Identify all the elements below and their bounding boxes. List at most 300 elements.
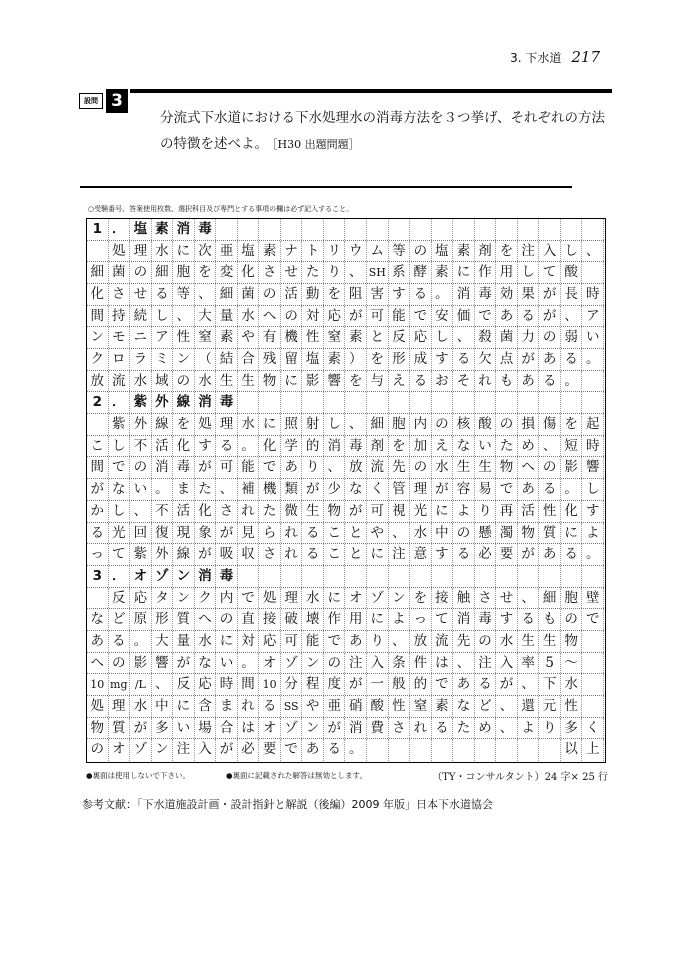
grid-cell: を (324, 284, 346, 305)
grid-cell: ニ (130, 327, 152, 348)
answer-row (87, 609, 604, 631)
grid-cell (87, 241, 109, 262)
grid-cell: 酵 (410, 262, 432, 283)
grid-cell: あ (346, 631, 368, 652)
grid-cell: SS (281, 696, 303, 717)
grid-cell: 程 (302, 674, 324, 695)
grid-cell (346, 219, 368, 240)
grid-cell: ど (475, 696, 497, 717)
grid-cell: あ (539, 349, 561, 370)
grid-cell: 多 (561, 718, 583, 739)
answer-row (87, 457, 604, 479)
grid-cell: 生 (453, 457, 475, 478)
grid-cell: 中 (152, 696, 174, 717)
grid-cell: に (173, 241, 195, 262)
grid-cell: 系 (389, 262, 411, 283)
grid-cell: 素 (152, 219, 174, 240)
grid-cell: 水 (238, 414, 260, 435)
grid-cell: 機 (281, 327, 303, 348)
answer-row (87, 414, 604, 436)
grid-cell: 次 (195, 241, 217, 262)
grid-cell: す (195, 436, 217, 457)
grid-cell: 線 (173, 392, 195, 413)
grid-cell: 外 (130, 414, 152, 435)
grid-cell: 必 (238, 739, 260, 761)
grid-cell: 大 (152, 631, 174, 652)
grid-cell: 流 (367, 457, 389, 478)
grid-cell (453, 739, 475, 761)
grid-cell: タ (152, 588, 174, 609)
grid-cell: 先 (389, 457, 411, 478)
grid-cell: し (152, 306, 174, 327)
answer-row (87, 436, 604, 458)
grid-cell: し (109, 436, 131, 457)
grid-cell: 。 (582, 544, 604, 565)
grid-cell: ン (302, 718, 324, 739)
question-number: 3 (106, 89, 128, 113)
grid-cell: に (173, 696, 195, 717)
grid-cell: 亜 (324, 696, 346, 717)
grid-cell: も (539, 609, 561, 630)
grid-cell: ン (173, 588, 195, 609)
answer-row (87, 718, 604, 740)
grid-cell: ． (109, 566, 131, 587)
grid-cell: の (410, 457, 432, 478)
grid-cell: 象 (195, 523, 217, 544)
grid-cell: 射 (302, 414, 324, 435)
grid-cell: い (582, 327, 604, 348)
grid-cell: 不 (152, 501, 174, 522)
grid-cell: 素 (216, 327, 238, 348)
grid-cell: 水 (152, 241, 174, 262)
grid-cell: 視 (389, 501, 411, 522)
grid-cell: 。 (432, 284, 454, 305)
grid-cell: 要 (259, 739, 281, 761)
grid-cell: ） (346, 349, 368, 370)
grid-cell: 触 (453, 588, 475, 609)
grid-cell: 以 (561, 739, 583, 761)
grid-cell: 反 (109, 588, 131, 609)
grid-cell: 酸 (367, 696, 389, 717)
grid-cell: 損 (518, 414, 540, 435)
grid-cell (582, 262, 604, 283)
grid-cell (410, 219, 432, 240)
grid-cell: 還 (518, 696, 540, 717)
grid-cell: 化 (87, 284, 109, 305)
grid-cell: 生 (475, 457, 497, 478)
grid-cell: 補 (238, 479, 260, 500)
grid-cell: 菌 (109, 262, 131, 283)
grid-cell: こ (324, 544, 346, 565)
answer-row (87, 653, 604, 675)
grid-cell: 放 (410, 631, 432, 652)
grid-cell: 持 (109, 306, 131, 327)
grid-cell: オ (109, 739, 131, 761)
grid-cell: あ (518, 371, 540, 392)
grid-cell: へ (518, 457, 540, 478)
grid-cell: す (389, 284, 411, 305)
grid-cell (561, 566, 583, 587)
grid-cell: 菌 (496, 327, 518, 348)
grid-cell: 活 (173, 501, 195, 522)
grid-cell: さ (475, 588, 497, 609)
grid-cell: い (216, 653, 238, 674)
grid-cell: 菌 (238, 284, 260, 305)
answer-row (87, 306, 604, 328)
grid-cell (539, 566, 561, 587)
grid-cell: 毒 (346, 436, 368, 457)
grid-cell: 再 (496, 501, 518, 522)
grid-cell: 時 (216, 674, 238, 695)
grid-cell: 水 (432, 457, 454, 478)
grid-cell: 10 (259, 674, 281, 695)
grid-cell: 処 (109, 241, 131, 262)
grid-cell: し (582, 479, 604, 500)
grid-cell: は (238, 718, 260, 739)
grid-cell: 、 (389, 631, 411, 652)
grid-cell (582, 631, 604, 652)
grid-cell (389, 739, 411, 761)
grid-cell: 毒 (475, 284, 497, 305)
grid-cell: と (367, 327, 389, 348)
grid-cell: 光 (109, 523, 131, 544)
grid-cell: る (216, 436, 238, 457)
grid-cell: よ (582, 523, 604, 544)
grid-cell: も (496, 371, 518, 392)
grid-cell (582, 566, 604, 587)
grid-cell: が (87, 479, 109, 500)
grid-cell: せ (496, 588, 518, 609)
answer-row (87, 284, 604, 306)
grid-cell: 窒 (410, 696, 432, 717)
grid-cell: 域 (152, 371, 174, 392)
grid-cell: れ (238, 501, 260, 522)
grid-cell: 硝 (346, 696, 368, 717)
grid-cell: を (346, 371, 368, 392)
grid-cell: 響 (324, 371, 346, 392)
grid-cell (582, 674, 604, 695)
grid-cell: の (324, 653, 346, 674)
grid-cell: 理 (410, 479, 432, 500)
grid-cell: 消 (453, 284, 475, 305)
grid-cell (302, 566, 324, 587)
grid-cell: い (173, 718, 195, 739)
grid-cell: し (561, 241, 583, 262)
grid-cell: 性 (173, 327, 195, 348)
grid-cell: 注 (475, 653, 497, 674)
grid-cell: 、 (389, 523, 411, 544)
grid-cell: 素 (453, 241, 475, 262)
grid-cell: 活 (281, 284, 303, 305)
grid-cell (453, 566, 475, 587)
grid-cell: 阻 (346, 284, 368, 305)
grid-cell: 窒 (324, 327, 346, 348)
grid-cell: 。 (238, 436, 260, 457)
question-rule (130, 89, 612, 93)
grid-cell: か (87, 501, 109, 522)
grid-cell: 壁 (582, 588, 604, 609)
grid-cell: る (152, 284, 174, 305)
grid-cell: 化 (173, 436, 195, 457)
grid-cell: 弱 (561, 327, 583, 348)
grid-cell: 形 (152, 609, 174, 630)
grid-cell: 機 (259, 479, 281, 500)
grid-cell: し (432, 327, 454, 348)
grid-cell: ト (302, 241, 324, 262)
grid-cell: り (539, 718, 561, 739)
question-source: ［H30 出題問題］ (272, 138, 360, 151)
grid-cell: が (324, 718, 346, 739)
grid-cell: の (539, 327, 561, 348)
grid-cell (324, 392, 346, 413)
grid-cell: 反 (389, 327, 411, 348)
grid-cell: り (302, 457, 324, 478)
grid-cell: 、 (582, 241, 604, 262)
grid-cell: 消 (173, 219, 195, 240)
grid-cell: 線 (152, 414, 174, 435)
grid-cell: を (410, 588, 432, 609)
grid-cell: の (281, 306, 303, 327)
grid-cell: よ (453, 501, 475, 522)
grid-cell: 易 (475, 479, 497, 500)
grid-cell: 応 (410, 327, 432, 348)
grid-cell: が (432, 479, 454, 500)
grid-cell: オ (130, 566, 152, 587)
grid-cell: 間 (87, 457, 109, 478)
grid-cell: 化 (238, 262, 260, 283)
grid-cell (539, 392, 561, 413)
grid-cell: な (109, 479, 131, 500)
answer-row (87, 262, 604, 284)
grid-cell: な (87, 609, 109, 630)
answer-heading-row (87, 566, 604, 588)
grid-cell: ウ (346, 241, 368, 262)
grid-cell: 、 (216, 479, 238, 500)
grid-cell: が (195, 457, 217, 478)
grid-cell: 照 (281, 414, 303, 435)
grid-cell: 可 (367, 501, 389, 522)
grid-cell: 点 (496, 349, 518, 370)
grid-cell: 安 (432, 306, 454, 327)
grid-cell: 能 (389, 306, 411, 327)
grid-cell: で (410, 306, 432, 327)
grid-cell (582, 219, 604, 240)
grid-cell: 、 (453, 327, 475, 348)
answer-row (87, 696, 604, 718)
grid-cell: ま (173, 479, 195, 500)
grid-cell (87, 588, 109, 609)
grid-cell: 質 (539, 523, 561, 544)
grid-cell (389, 566, 411, 587)
grid-cell: 響 (152, 653, 174, 674)
grid-cell: あ (281, 457, 303, 478)
grid-cell: 光 (410, 501, 432, 522)
grid-cell: ク (87, 349, 109, 370)
grid-cell: 元 (539, 696, 561, 717)
answer-sheet-grid (86, 218, 606, 763)
grid-cell (432, 219, 454, 240)
grid-cell: れ (410, 718, 432, 739)
question-body: 分流式下水道における下水処理水の消毒方法を３つ挙げ、それぞれの方法の特徴を述べよ。 (160, 110, 605, 152)
grid-cell: 濁 (496, 523, 518, 544)
grid-cell: 用 (496, 262, 518, 283)
grid-cell: 件 (410, 653, 432, 674)
grid-cell: に (432, 501, 454, 522)
grid-cell: 等 (173, 284, 195, 305)
grid-cell: 果 (518, 284, 540, 305)
grid-cell: 、 (346, 414, 368, 435)
grid-cell: 素 (432, 262, 454, 283)
grid-cell: 不 (130, 436, 152, 457)
grid-cell: 作 (324, 609, 346, 630)
grid-cell: 含 (195, 696, 217, 717)
question-text (160, 105, 610, 158)
grid-cell: て (109, 544, 131, 565)
grid-cell: に (281, 371, 303, 392)
grid-cell: 塩 (130, 219, 152, 240)
grid-cell: が (195, 544, 217, 565)
grid-cell: え (432, 436, 454, 457)
grid-cell: 線 (173, 544, 195, 565)
grid-cell: （ (195, 349, 217, 370)
grid-cell: し (324, 414, 346, 435)
grid-cell: 化 (561, 501, 583, 522)
grid-cell: の (410, 241, 432, 262)
grid-cell: 窒 (195, 327, 217, 348)
grid-cell: 剤 (475, 241, 497, 262)
grid-cell: ア (582, 306, 604, 327)
grid-cell (281, 566, 303, 587)
grid-cell: モ (109, 327, 131, 348)
grid-cell: 。 (582, 349, 604, 370)
grid-cell: 亜 (216, 241, 238, 262)
grid-cell: ン (87, 327, 109, 348)
grid-cell: 内 (410, 414, 432, 435)
grid-cell: 性 (561, 696, 583, 717)
answer-row (87, 739, 604, 761)
grid-cell: お (432, 371, 454, 392)
grid-cell: に (453, 262, 475, 283)
grid-cell: 可 (216, 457, 238, 478)
grid-cell: 素 (432, 696, 454, 717)
grid-cell: し (109, 501, 131, 522)
grid-cell: 分 (281, 674, 303, 695)
grid-cell (582, 371, 604, 392)
grid-cell: 水 (195, 631, 217, 652)
grid-cell: い (130, 479, 152, 500)
grid-cell: 回 (130, 523, 152, 544)
grid-cell: 毒 (195, 219, 217, 240)
grid-cell: 質 (109, 718, 131, 739)
grid-cell: な (453, 436, 475, 457)
grid-cell: の (173, 371, 195, 392)
grid-cell: 応 (195, 674, 217, 695)
grid-cell: を (173, 414, 195, 435)
grid-cell: 大 (195, 306, 217, 327)
separator-rule (80, 186, 572, 188)
grid-cell: 。 (561, 479, 583, 500)
grid-cell (346, 566, 368, 587)
grid-cell: れ (281, 523, 303, 544)
grid-cell (324, 219, 346, 240)
grid-cell: す (432, 544, 454, 565)
grid-cell: る (518, 609, 540, 630)
grid-cell: で (582, 609, 604, 630)
grid-cell: る (518, 306, 540, 327)
grid-cell: 作 (475, 262, 497, 283)
grid-cell: る (432, 718, 454, 739)
grid-cell: 現 (173, 523, 195, 544)
grid-cell: 、 (324, 457, 346, 478)
grid-cell: 容 (453, 479, 475, 500)
grid-cell (410, 739, 432, 761)
grid-cell: へ (195, 609, 217, 630)
grid-cell (582, 653, 604, 674)
grid-cell: 消 (195, 392, 217, 413)
grid-cell: ど (109, 609, 131, 630)
grid-cell: オ (259, 653, 281, 674)
grid-cell: が (518, 349, 540, 370)
grid-cell: そ (453, 371, 475, 392)
grid-cell: が (216, 739, 238, 761)
grid-cell: 生 (238, 371, 260, 392)
grid-cell: 物 (259, 371, 281, 392)
grid-cell: 消 (195, 566, 217, 587)
grid-cell: を (367, 349, 389, 370)
grid-cell: 処 (195, 414, 217, 435)
grid-cell: め (475, 718, 497, 739)
grid-cell: こ (87, 436, 109, 457)
grid-cell: す (432, 349, 454, 370)
grid-cell: に (367, 609, 389, 630)
grid-cell: 細 (539, 588, 561, 609)
grid-cell: ン (173, 349, 195, 370)
grid-cell: 理 (216, 414, 238, 435)
grid-cell: る (453, 349, 475, 370)
grid-cell: 響 (582, 457, 604, 478)
grid-cell: 入 (195, 739, 217, 761)
grid-cell: 間 (87, 306, 109, 327)
grid-cell: 活 (152, 436, 174, 457)
grid-cell: っ (87, 544, 109, 565)
grid-cell: 毒 (216, 392, 238, 413)
grid-cell: 水 (238, 306, 260, 327)
grid-cell: あ (302, 739, 324, 761)
grid-cell: 注 (518, 241, 540, 262)
grid-cell: 水 (195, 371, 217, 392)
grid-cell: 量 (216, 306, 238, 327)
grid-cell: 的 (410, 674, 432, 695)
grid-cell: 。 (346, 739, 368, 761)
grid-cell: な (195, 653, 217, 674)
grid-cell: 理 (109, 696, 131, 717)
grid-cell: る (539, 479, 561, 500)
grid-cell: 用 (346, 609, 368, 630)
grid-cell: 注 (173, 739, 195, 761)
grid-cell: り (324, 262, 346, 283)
grid-cell: ゾ (281, 653, 303, 674)
grid-cell: 残 (259, 349, 281, 370)
grid-cell (432, 566, 454, 587)
grid-cell: い (475, 436, 497, 457)
grid-cell: 細 (216, 284, 238, 305)
grid-cell: 微 (281, 501, 303, 522)
grid-cell: 塩 (432, 241, 454, 262)
grid-cell: 場 (195, 718, 217, 739)
grid-cell: 消 (152, 457, 174, 478)
answer-row (87, 588, 604, 610)
answer-heading-row (87, 392, 604, 414)
